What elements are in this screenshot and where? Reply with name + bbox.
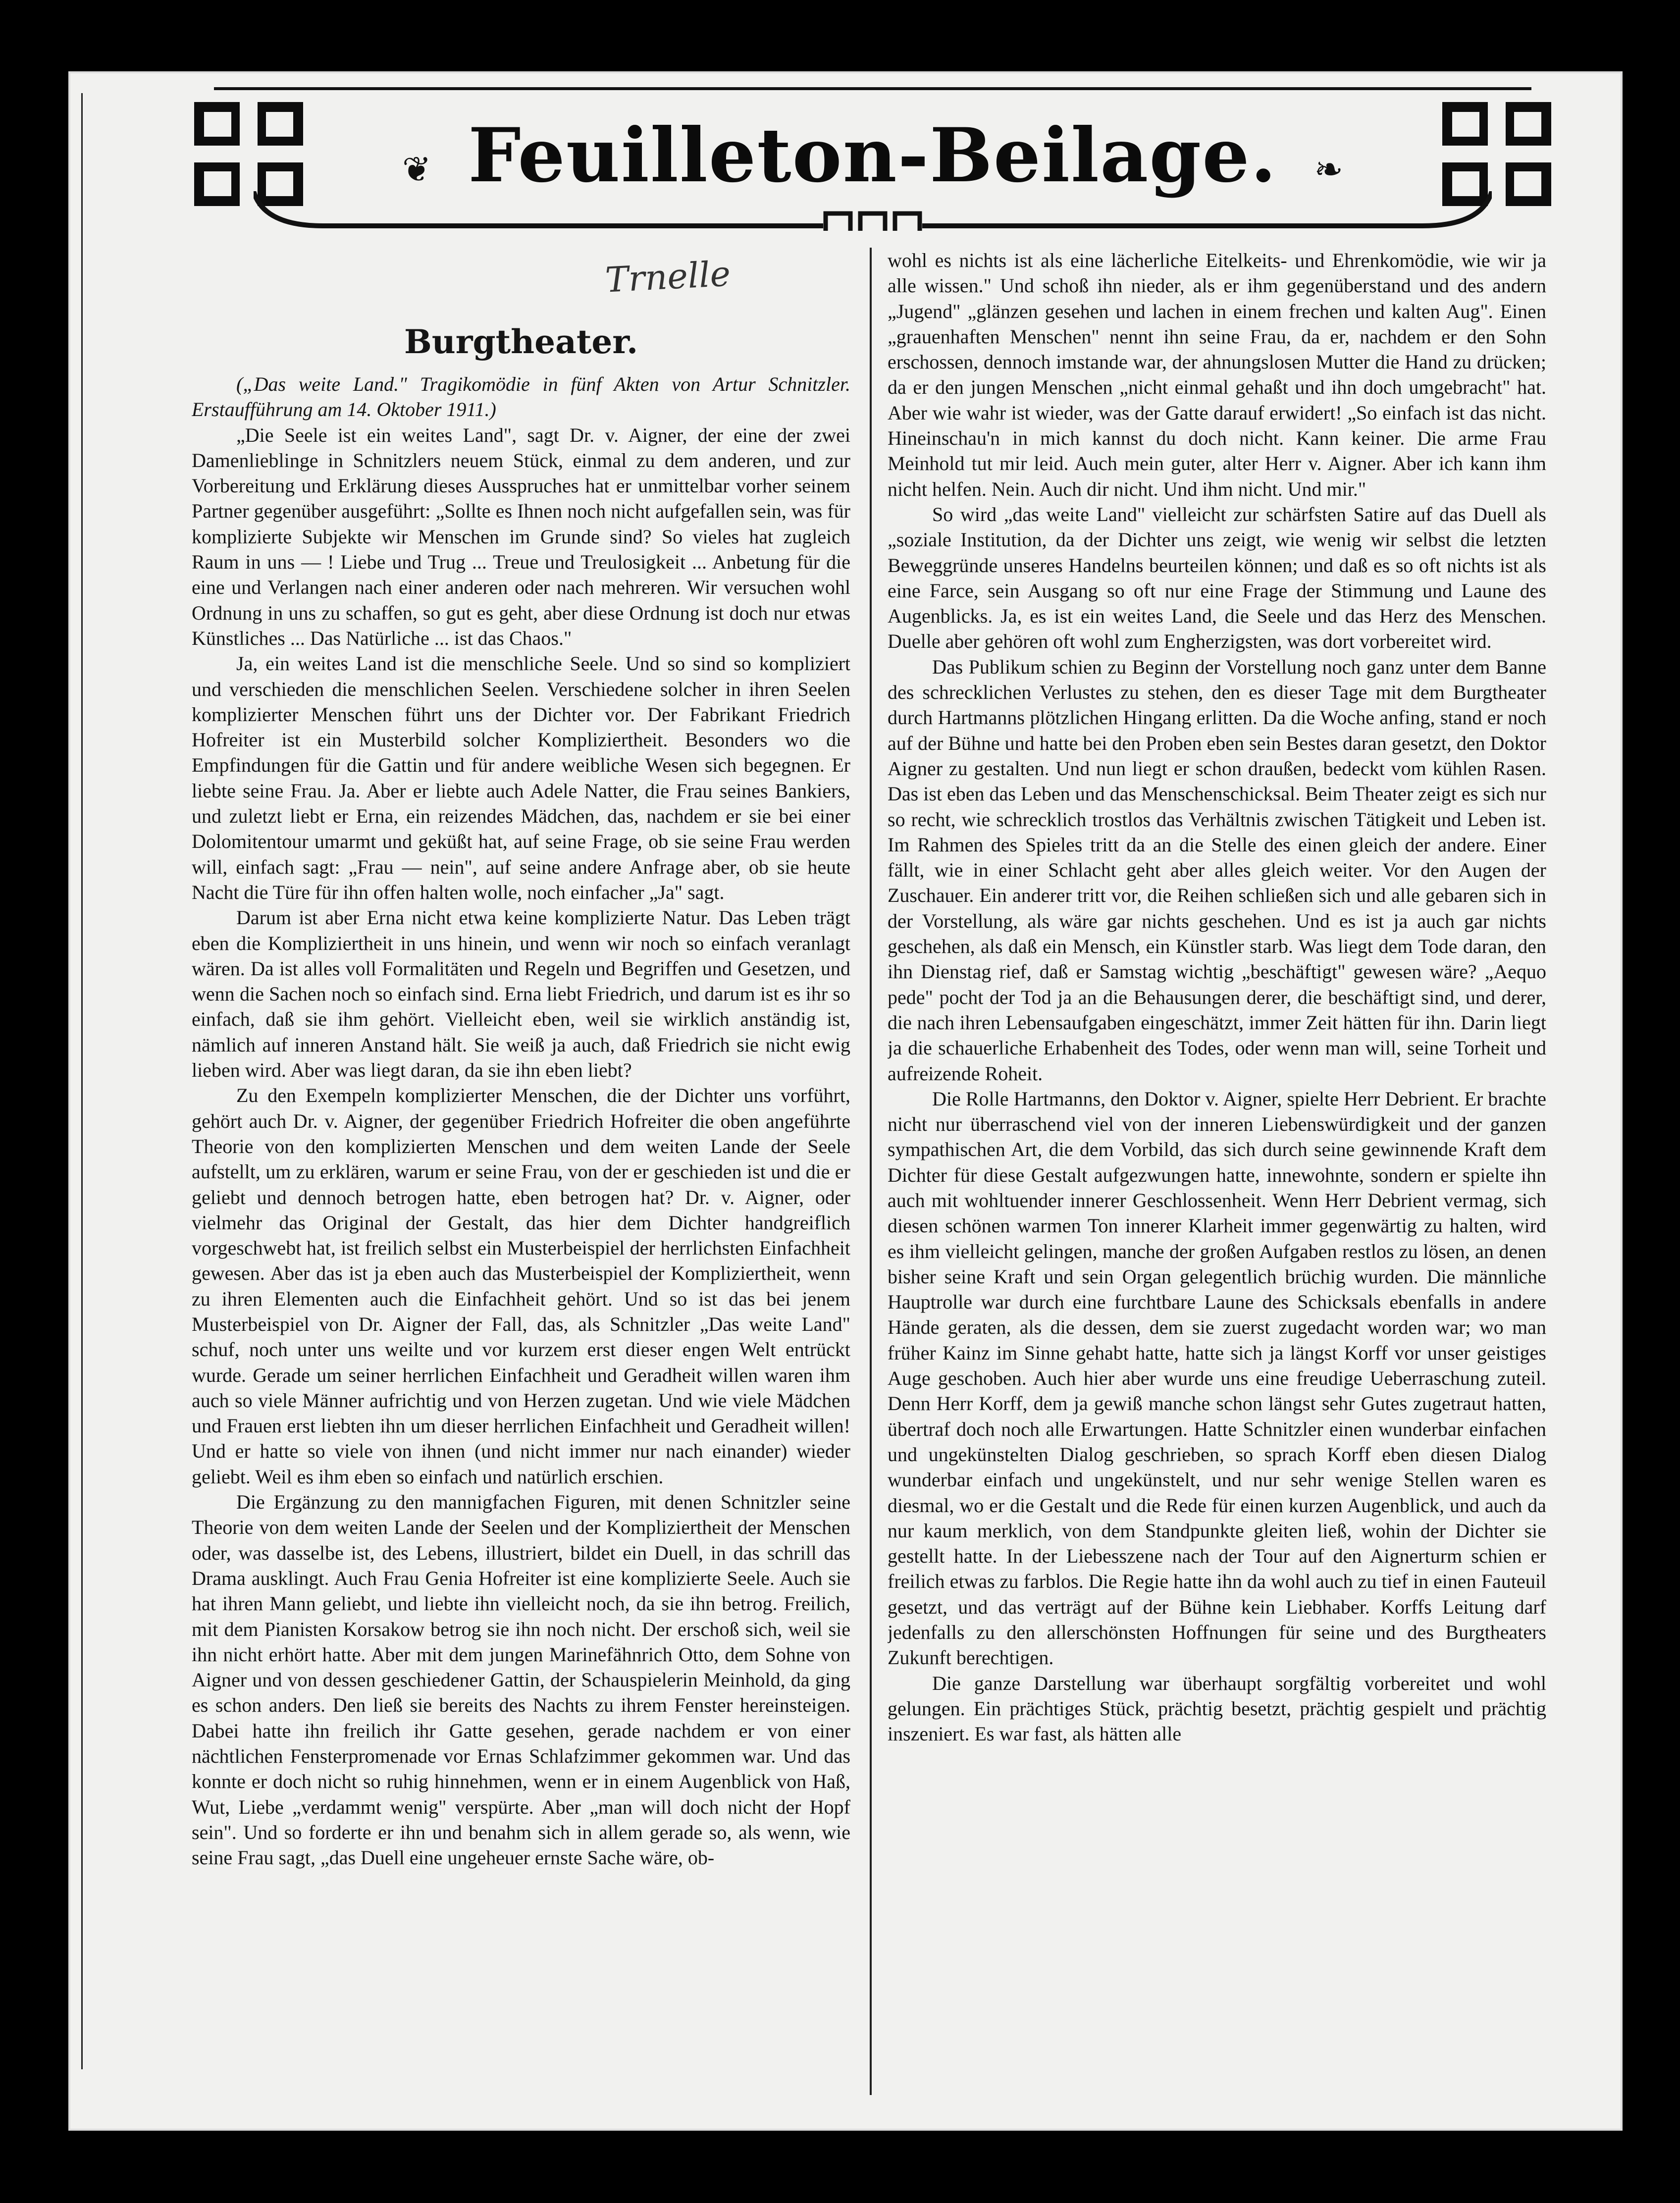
body-paragraph: Die Rolle Hartmanns, den Doktor v. Aigner, spielte Herr Debrient. Er brachte nicht nur überraschend viel von der inneren Liebenswürdigkeit und der ganzen sympathischen Art, die dem Vorbild, das sich durch seine gewinnende Kraft dem Dichter für diese Gestalt aufgezwungen hatte, innewohnte, sondern er spielte ihn auch mit wohltuender innerer Geschlossenheit. Wenn Herr Debrient vermag, sich diesen schönen warmen Ton innerer Klarheit immer gegenwärtig zu halten, wird es ihm vielleicht gelingen, manche der großen Aufgaben restlos zu lösen, an denen bisher seine Kraft und sein Organ gelegentlich brüchig wurden. Die männliche Hauptrolle war durch eine furchtbare Laune des Schicksals ebenfalls in andere Hände geraten, als die dessen, dem sie zuerst zugedacht worden war; wo man früher Kainz im Sinne gehabt hatte, hatte sich ja längst Korff vor unser geistiges Auge geschoben. Auch hier aber wurde uns eine freudige Ueberraschung zuteil. Denn Herr Korff, dem ja gewiß manche schon längst sehr Gutes zugetraut hatten, übertraf doch noch alle Erwartungen. Hatte Schnitzler einen wunderbar einfachen und ungekünstelten Dialog geschrieben, so sprach Korff eben diesen Dialog wunderbar einfach und ungekünstelt, und nur sehr wenige Stellen waren es diesmal, wo er die Gestalt und die Rede für einen kurzen Augenblick, und auch da nur kaum merklich, von dem Standpunkte gleiten ließ, wohin der Dichter sie gestellt hatte. In der Liebesszene nach der Tour auf den Aignerturm schien er freilich etwas zu farblos. Die Regie hatte ihn da wohl auch zu tief in einen Fauteuil gesetzt, und das verträgt auf der Bühne kein Liebhaber. Korffs Leitung darf jedenfalls zu den allerschönsten Hoffnungen für seine und des Burgtheaters Zukunft berechtigen. (888, 1087, 1546, 1669)
body-paragraph: Die Ergänzung zu den mannigfachen Figuren, mit denen Schnitzler seine Theorie von dem weiten Lande der Seelen und der Kompliziertheit der Menschen oder, was dasselbe ist, des Lebens, illustriert, bildet ein Duell, in das schrill das Drama ausklingt. Auch Frau Genia Hofreiter ist eine komplizierte Seele. Auch sie hat ihren Mann geliebt, und liebte ihn vielleicht noch, da sie ihn betrog. Freilich, mit dem Pianisten Korsakow betrog sie ihn noch nicht. Der erschoß sich, weil sie ihn nicht erhört hatte. Aber mit dem jungen Marinefähnrich Otto, dem Sohne von Aigner und von dessen geschiedener Gattin, der Schauspielerin Meinhold, da ging es schon anders. Den ließ sie bereits des Nachts zu ihrem Fenster hereinsteigen. Dabei hatte ihn freilich ihr Gatte gesehen, gerade nachdem er von einer nächtlichen Fensterpromenade vor Ernas Schlafzimmer gekommen war. Und das konnte er doch nicht so ruhig hinnehmen, wenn er in einem Augenblick von Haß, Wut, Liebe „verdammt wenig" verspürte. Aber „man will doch nicht der Hopf sein". Und so forderte er ihn und benahm sich in allem gerade so, als wenn, wie seine Frau sagt, „das Duell eine ungeheuer ernste Sache wäre, ob- (192, 1491, 850, 1869)
leaf-ornament-icon: ❧ (1314, 149, 1343, 190)
body-paragraph: Die ganze Darstellung war überhaupt sorgfältig vorbereitet und wohl gelungen. Ein prächtiges Stück, prächtig besetzt, prächtig gespielt und prächtig inszeniert. Es war fast, als hätten alle (888, 1672, 1546, 1745)
article-subtitle: („Das weite Land." Tragikomödie in fünf Akten von Artur Schnitzler. Erstaufführung am 14. Oktober 1911.) (192, 373, 850, 421)
masthead (194, 82, 1551, 231)
article-column-right (888, 248, 1546, 2095)
masthead-scroll-ornament-icon (254, 191, 1492, 231)
page-edge-line (81, 93, 83, 2069)
article-column-left (192, 248, 850, 2095)
body-paragraph: Zu den Exempeln komplizierter Menschen, die der Dichter uns vorführt, gehört auch Dr. v. Aigner, der gegenüber Friedrich Hofreiter die oben angeführte Theorie von den komplizierten Menschen und dem weiten Lande der Seele aufstellt, um zu erklären, warum er seine Frau, von der er geschieden ist und die er geliebt und dennoch betrogen hatte, eben betrogen hat? Dr. v. Aigner, oder vielmehr das Original der Gestalt, das hier dem Dichter handgreiflich vorgeschwebt hat, ist freilich selbst ein Musterbeispiel der herrlichsten Einfachheit gewesen. Aber das ist ja eben auch das Musterbeispiel der Kompliziertheit, wenn zu ihren Elementen auch die Einfachheit gehört. Und so ist das bei jenem Musterbeispiel von Dr. Aigner der Fall, das, als Schnitzler „Das weite Land" schuf, noch unter uns weilte und vor kurzem erst dieser engen Welt entrückt wurde. Gerade um seiner herrlichen Einfachheit und Geradheit willen waren ihm auch so viele Männer aufrichtig und von Herzen zugetan. Und wie viele Mädchen und Frauen erst liebten ihn um dieser herrlichen Einfachheit und Geradheit willen! Und er hatte so viele von ihnen (und nicht immer nur nach einander) wieder geliebt. Weil es ihm eben so einfach und natürlich erschien. (192, 1084, 850, 1488)
leaf-ornament-icon: ❦ (402, 149, 431, 190)
handwritten-annotation: Trnelle (604, 253, 732, 301)
masthead-top-rule (214, 87, 1531, 90)
body-paragraph: So wird „das weite Land" vielleicht zur schärfsten Satire auf das Duell als „soziale Institution, da der Dichter uns zeigt, wie wenig wir selbst die letzten Beweggründe unseres Handelns beurteilen können; und daß es so oft nichts ist als eine Farce, sein Ausgang so oft nur eine Frage der Stimmung und Laune des Augenblicks. Ja, es ist ein weites Land, die Seele und das Herz des Menschen. Duelle aber gehören oft wohl zum Engherzigsten, was dort vorbereitet wird. (888, 503, 1546, 653)
body-paragraph: wohl es nichts ist als eine lächerliche Eitelkeits- und Ehrenkomödie, wie wir ja alle wissen." Und schoß ihn nieder, als er ihm gegenüberstand und des andern „Jugend" „glänzen gesehen und lachen in einem frechen und kalten Aug". Einen „grauenhaften Menschen" nennt ihn seine Frau, da er, nachdem er den Sohn erschossen, dennoch imstande war, der ahnungslosen Mutter die Hand zu drücken; da er den jungen Menschen „nicht einmal gehaßt und ihn doch umgebracht" hat. Aber wie wahr ist wieder, was der Gatte darauf erwidert! „So einfach ist das nicht. Hineinschau'n in mich kannst du doch nicht. Kann keiner. Die arme Frau Meinhold tut mir leid. Auch mein guter, alter Herr v. Aigner. Aber ich kann ihm nicht helfen. Nein. Auch dir nicht. Und ihm nicht. Und mir." (888, 249, 1546, 500)
article-heading: Burgtheater. (404, 322, 638, 361)
body-paragraph: Ja, ein weites Land ist die menschliche Seele. Und so sind so kompliziert und verschieden die menschlichen Seelen. Verschiedene solcher in ihren Seelen komplizierter Menschen führt uns der Dichter vor. Der Fabrikant Friedrich Hofreiter ist ein Musterbild solcher Kompliziertheit. Besonders wo die Empfindungen für die Gattin und für andere weibliche Wesen sich begegnen. Er liebte seine Frau. Ja. Aber er liebte auch Adele Natter, die Frau seines Bankiers, und zuletzt liebt er Erna, ein reizendes Mädchen, das, nachdem er sie bei einer Dolomitentour umarmt und geküßt hat, auf seine Frage, ob sie seine Frau werden will, einfach sagt: „Frau — nein", auf seine andere Anfrage aber, ob sie heute Nacht die Türe für ihn offen halten wolle, noch einfacher „Ja" sagt. (192, 652, 850, 903)
body-paragraph: „Die Seele ist ein weites Land", sagt Dr. v. Aigner, der eine der zwei Damenlieblinge in Schnitzlers neuem Stück, einmal zu dem anderen, und zur Vorbereitung und Erklärung dieses Ausspruches hat er unmittelbar vorher seinem Partner gegenüber ausgeführt: „Sollte es Ihnen noch nicht aufgefallen sein, was für komplizierte Subjekte wir Menschen im Grunde sind? So vieles hat zugleich Raum in uns — ! Liebe und Trug ... Treue und Treulosigkeit ... Anbetung für die eine und Verlangen nach einer anderen oder nach mehreren. Wir versuchen wohl Ordnung in uns zu schaffen, so gut es geht, aber diese Ordnung ist doch nur etwas Künstliches ... Das Natürliche ... ist das Chaos." (192, 423, 850, 649)
body-paragraph: Das Publikum schien zu Beginn der Vorstellung noch ganz unter dem Banne des schrecklichen Verlustes zu stehen, den es dieser Tage mit dem Burgtheater durch Hartmanns plötzlichen Hingang erlitten. Da die Woche anfing, stand er noch auf der Bühne und hatte bei den Proben eben sein Bestes daran gesetzt, den Doktor Aigner zu gestalten. Und nun liegt er schon draußen, bedeckt vom kühlen Rasen. Das ist eben das Leben und das Menschenschicksal. Beim Theater zeigt es sich nur so recht, wie schrecklich trostlos das Verhältnis zwischen Tätigkeit und Leben ist. Im Rahmen des Spieles tritt da an die Stelle des einen gleich der andere. Einer fällt, wie in einer Schlacht geht aber alles gleich weiter. Vor den Augen der Zuschauer. Ein anderer tritt vor, die Reihen schließen sich und alle gebaren sich in der Vorstellung, als wäre gar nichts geschehen. Und es ist ja auch gar nichts geschehen, als daß ein Mensch, ein Künstler starb. Was liegt dem Tode daran, den ihn Dienstag rief, daß er Samstag wichtig „beschäftigt" gewesen wäre? „Aequo pede" pocht der Tod ja an die Behausungen derer, die beschäftigt sind, und derer, die nach ihren Lebensaufgaben eingeschätzt, immer Zeit hätten für ihn. Darin liegt ja die schauerliche Erhabenheit des Todes, oder wenn man will, seine Torheit und aufreizende Roheit. (888, 655, 1546, 1085)
newspaper-page (70, 73, 1621, 2129)
column-divider (870, 248, 872, 2095)
masthead-title: Feuilleton-Beilage. (468, 112, 1277, 199)
body-paragraph: Darum ist aber Erna nicht etwa keine komplizierte Natur. Das Leben trägt eben die Kompliziertheit in uns hinein, und wenn wir noch so einfach veranlagt wären. Da ist alles voll Formalitäten und Regeln und Begriffen und Gesetzen, und wenn die Sachen noch so einfach sind. Erna liebt Friedrich, und darum ist es ihr so einfach, daß sie ihm gehört. Vielleicht eben, weil sie wirklich anständig ist, nämlich auf inneren Anstand hält. Sie weiß ja auch, daß Friedrich sie nicht ewig lieben wird. Aber was liegt daran, da sie ihn eben liebt? (192, 906, 850, 1082)
